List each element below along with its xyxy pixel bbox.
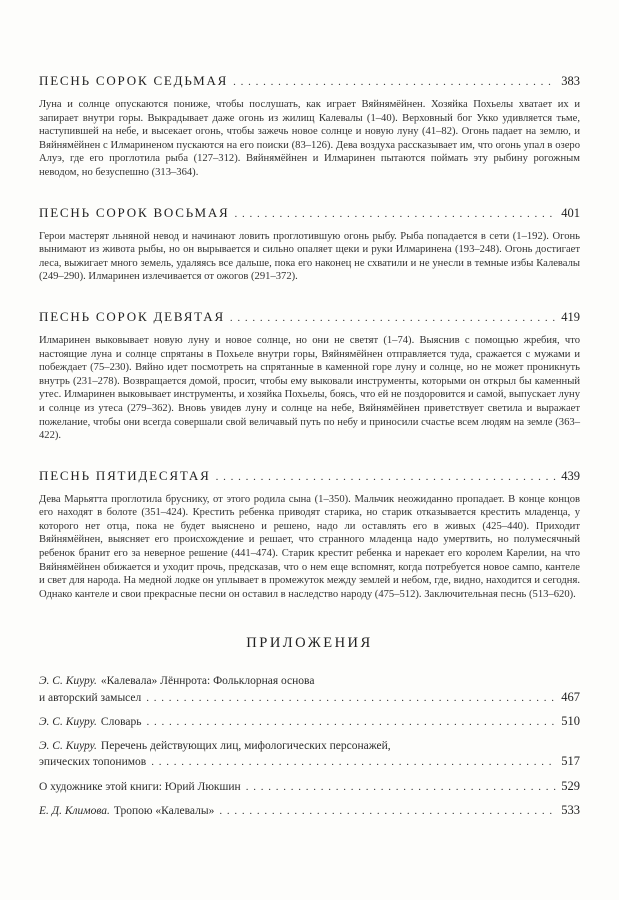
toc-heading xyxy=(39,72,580,90)
dot-leader xyxy=(233,72,556,90)
dot-leader xyxy=(146,715,556,731)
song-title: ПЕСНЬ СОРОК СЕДЬМАЯ xyxy=(39,73,229,88)
toc-heading xyxy=(39,308,580,326)
appendix-item-line1 xyxy=(39,714,580,731)
appendix-item xyxy=(39,803,580,820)
appendix-item xyxy=(39,674,580,706)
page-number: 383 xyxy=(561,74,580,88)
page-number: 401 xyxy=(561,205,580,220)
appendix-item xyxy=(39,714,580,731)
song-summary: Луна и солнце опускаются пониже, чтобы послушать, как играет Вяйнямёйнен. Хозяйка Похьелы хватает их и запирает внутри горы. Выкрадывает даже огонь из жилищ Калевалы (1–40). Верховный бог Укко удивляется тьме, наступившей на небе, и высекает огонь, чтобы зажечь новое солнце и новую луну (41–82). Огонь падает на землю, и Вяйнямёйнен с Илмариненом пускаются на его поиски (83–126). Дева воздуха рассказывает им, что огонь упал в озеро Алуэ, где его проглотила рыба (127–312). Вяйнямёйнен и Илмаринен пытаются поймать эту рыбину рогожным неводом, но безуспешно (313–364). xyxy=(39,99,580,178)
appendix-item-text: «Калевала» Лённрота: Фольклорная основа xyxy=(100,675,315,688)
dot-leader xyxy=(235,204,557,222)
appendix-item-text: эпических топонимов xyxy=(39,756,147,769)
page-number: 419 xyxy=(561,309,580,324)
dot-leader xyxy=(246,780,557,796)
appendix-item-line2 xyxy=(39,754,580,771)
appendix-item-text: и авторский замысел xyxy=(39,691,142,704)
toc-heading xyxy=(39,467,580,485)
appendix-item-line1 xyxy=(39,779,580,796)
page-number: 533 xyxy=(561,803,580,818)
song-summary: Дева Марьятта проглотила бруснику, от этого родила сына (1–350). Мальчик неожиданно пропадает. В конце концов его находят в болоте (351–424). Крестить ребенка приводят старика, но старик отказывается крестить младенца, у которого нет отца, пока не будет выяснено и решено, надо ли оставлять его в живых (425–440). Приходит Вяйнямёйнен, выясняет его происхождение и решает, что странного младенца надо умертвить, но полумесячный ребенок бранит его за неверное решение (441–474). Старик крестит ребенка и нарекает его королем Карелии, на что Вяйнямёйнен обижается и уходит прочь, предсказав, что о нем еще вспомнят, когда потребуется новое сампо, кантеле и свет для народа. На медной лодке он уплывает в промежуток между землей и небом, где, видно, находится и сегодня. Однако кантеле и свои прекрасные песни он оставил в наследство народу (475–512). Заключительная песнь (513–620). xyxy=(39,493,580,600)
toc-heading xyxy=(39,204,580,222)
toc-section-48 xyxy=(39,204,580,284)
appendix-item-line1 xyxy=(39,674,580,690)
appendix-item-line2 xyxy=(39,690,580,707)
appendix-author: Э. С. Киуру. xyxy=(39,675,97,688)
toc-section-47 xyxy=(39,72,580,180)
toc-section-50 xyxy=(39,467,580,602)
dot-leader xyxy=(216,467,557,485)
song-summary: Герои мастерят льняной невод и начинают ловить проглотившую огонь рыбу. Рыба попадается в сети (1–192). Огонь вынимают из живота рыбы, но он вырывается и сильно опаляет щеки и руки Илмаринена (193–248). Огонь достигает леса, выжигает много земель, удаляясь все дальше, пока его наконец не схватили и не унесли в темные избы Калевалы (249–290). Илмаринен излечивается от ожогов (291–372). xyxy=(39,230,580,283)
page-number: 467 xyxy=(561,689,580,704)
appendix-item-text: Словарь xyxy=(100,716,142,729)
dot-leader xyxy=(146,691,556,707)
appendix-author: Э. С. Киуру. xyxy=(39,739,97,752)
song-title: ПЕСНЬ СОРОК ВОСЬМАЯ xyxy=(39,204,230,220)
page-number: 517 xyxy=(561,754,580,769)
appendix-item-text: Тропою «Калевалы» xyxy=(113,805,215,818)
appendix-author: Э. С. Киуру. xyxy=(39,716,97,729)
song-title: ПЕСНЬ ПЯТИДЕСЯТАЯ xyxy=(39,467,211,483)
dot-leader xyxy=(230,308,556,326)
dot-leader xyxy=(151,755,556,771)
appendix-item-text: Перечень действующих лиц, мифологических персонажей, xyxy=(100,739,391,752)
appendix-item xyxy=(39,779,580,796)
appendix-item-text: О художнике этой книги: Юрий Люкшин xyxy=(39,780,241,793)
appendix-item xyxy=(39,739,580,771)
page-number: 439 xyxy=(561,468,580,483)
toc-section-49 xyxy=(39,308,580,443)
song-summary: Илмаринен выковывает новую луну и новое солнце, но они не светят (1–74). Выяснив с помощью жребия, что настоящие луна и солнце спрятаны в Похьеле внутри горы, Вяйнямёйнен отправляется туда, сражается с мужами и побеждает (75–230). Вяйно идет посмотреть на спрятанные в каменной горе луну и солнце, но не может проникнуть внутрь (231–278). Возвращается домой, просит, чтобы ему выковали инструменты, которыми он открыл бы каменный утес. Илмаринен выковывает инструменты, и хозяйка Похьелы, боясь, что ей не поздоровится и самой, выпускает луну и солнце из утеса (279–362). Вновь увидев луну и солнце на небе, Вяйнямёйнен приветствует светила и выражает пожелание, чтобы они всегда совершали свой величавый путь по небу и приносили счастье всем людям на земле (363–422). xyxy=(39,334,580,442)
appendix-author: Е. Д. Климова. xyxy=(39,805,110,818)
page-number: 510 xyxy=(561,714,580,729)
appendix-item-line1 xyxy=(39,803,580,820)
song-title: ПЕСНЬ СОРОК ДЕВЯТАЯ xyxy=(39,308,225,324)
appendix-item-line1 xyxy=(39,739,580,755)
appendix-heading: ПРИЛОЖЕНИЯ xyxy=(246,635,373,652)
page-number: 529 xyxy=(561,778,580,793)
dot-leader xyxy=(219,804,556,820)
